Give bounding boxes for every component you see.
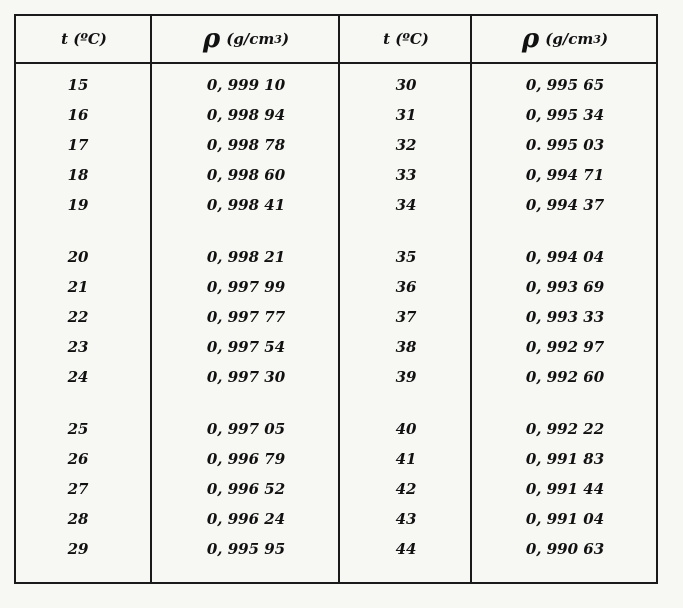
temperature-cell: 18 — [67, 166, 89, 184]
density-cell: 0, 995 65 — [525, 76, 605, 94]
density-unit-base: (g/cm — [545, 30, 594, 48]
header-density-left — [152, 16, 340, 62]
density-cell: 0, 996 24 — [206, 510, 286, 528]
density-cell: 0, 997 05 — [206, 420, 286, 438]
temperature-cell: 27 — [67, 480, 89, 498]
table-row — [16, 332, 656, 362]
density-cell: 0, 992 60 — [525, 368, 605, 386]
density-cell: 0, 995 34 — [525, 106, 605, 124]
table-row — [16, 242, 656, 272]
density-cell: 0, 993 69 — [525, 278, 605, 296]
temperature-cell: 29 — [67, 540, 89, 558]
table-row — [16, 160, 656, 190]
table-row — [16, 190, 656, 220]
density-cell: 0, 997 54 — [206, 338, 286, 356]
temperature-cell: 44 — [395, 540, 417, 558]
density-cell: 0, 999 10 — [206, 76, 286, 94]
density-unit-exponent: 3 — [593, 32, 601, 46]
density-cell: 0, 992 22 — [525, 420, 605, 438]
temperature-cell: 33 — [395, 166, 417, 184]
density-table — [14, 14, 658, 584]
temperature-cell: 42 — [395, 480, 417, 498]
table-row — [16, 474, 656, 504]
table-row — [16, 100, 656, 130]
temperature-cell: 28 — [67, 510, 89, 528]
header-density-right — [472, 16, 658, 62]
density-cell: 0, 994 04 — [525, 248, 605, 266]
temperature-cell: 17 — [67, 136, 89, 154]
density-cell: 0, 997 77 — [206, 308, 286, 326]
temperature-cell: 35 — [395, 248, 417, 266]
density-cell: 0, 998 78 — [206, 136, 286, 154]
temperature-cell: 36 — [395, 278, 417, 296]
temperature-cell: 23 — [67, 338, 89, 356]
temperature-cell: 34 — [395, 196, 417, 214]
temperature-cell: 19 — [67, 196, 89, 214]
density-cell: 0, 996 52 — [206, 480, 286, 498]
temperature-cell: 31 — [395, 106, 417, 124]
temperature-cell: 38 — [395, 338, 417, 356]
table-row — [16, 362, 656, 392]
table-row — [16, 302, 656, 332]
table-row — [16, 272, 656, 302]
density-cell: 0, 998 94 — [206, 106, 286, 124]
temperature-cell: 16 — [67, 106, 89, 124]
density-cell: 0, 996 79 — [206, 450, 286, 468]
density-cell: 0, 997 99 — [206, 278, 286, 296]
table-row — [16, 534, 656, 564]
table-row — [16, 70, 656, 100]
density-cell: 0, 997 30 — [206, 368, 286, 386]
density-cell: 0, 994 37 — [525, 196, 605, 214]
table-row — [16, 444, 656, 474]
temperature-cell: 25 — [67, 420, 89, 438]
temperature-cell: 15 — [67, 76, 89, 94]
density-cell: 0, 995 95 — [206, 540, 286, 558]
temperature-cell: 26 — [67, 450, 89, 468]
density-cell: 0, 991 83 — [525, 450, 605, 468]
temperature-cell: 43 — [395, 510, 417, 528]
rho-symbol: ρ — [202, 24, 221, 54]
header-rule — [16, 62, 656, 64]
density-cell: 0, 998 21 — [206, 248, 286, 266]
density-cell: 0, 992 97 — [525, 338, 605, 356]
density-cell: 0, 998 41 — [206, 196, 286, 214]
density-cell: 0, 990 63 — [525, 540, 605, 558]
header-temperature-left: t (ºC) — [61, 30, 107, 48]
density-cell: 0, 998 60 — [206, 166, 286, 184]
density-cell: 0, 993 33 — [525, 308, 605, 326]
density-unit-close: ) — [281, 30, 290, 48]
temperature-cell: 22 — [67, 308, 89, 326]
density-cell: 0, 991 04 — [525, 510, 605, 528]
temperature-cell: 32 — [395, 136, 417, 154]
density-cell: 0. 995 03 — [525, 136, 605, 154]
temperature-cell: 40 — [395, 420, 417, 438]
temperature-cell: 24 — [67, 368, 89, 386]
density-unit-exponent: 3 — [274, 32, 282, 46]
temperature-cell: 30 — [395, 76, 417, 94]
rho-symbol: ρ — [521, 24, 540, 54]
temperature-cell: 39 — [395, 368, 417, 386]
header-temperature-right: t (ºC) — [383, 30, 429, 48]
temperature-cell: 41 — [395, 450, 417, 468]
temperature-cell: 37 — [395, 308, 417, 326]
table-row — [16, 414, 656, 444]
density-cell: 0, 994 71 — [525, 166, 605, 184]
temperature-cell: 21 — [67, 278, 89, 296]
table-row — [16, 130, 656, 160]
density-unit-base: (g/cm — [226, 30, 275, 48]
density-cell: 0, 991 44 — [525, 480, 605, 498]
temperature-cell: 20 — [67, 248, 89, 266]
table-row — [16, 504, 656, 534]
density-unit-close: ) — [600, 30, 609, 48]
